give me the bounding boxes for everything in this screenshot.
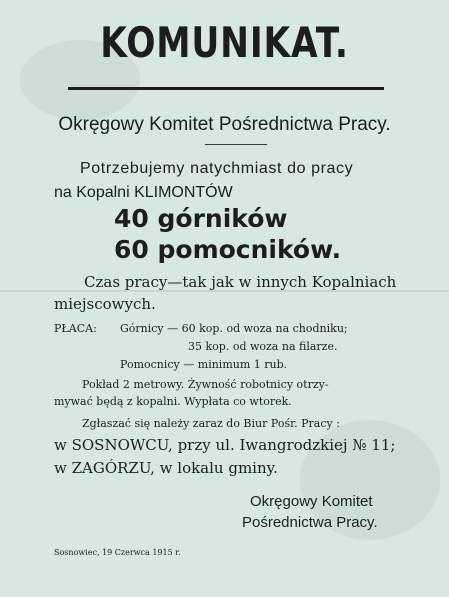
intro-line-1: Potrzebujemy natychmiast do pracy xyxy=(80,160,354,177)
date-line: Sosnowiec, 19 Czerwca 1915 r. xyxy=(54,548,181,557)
pay-label: PŁACA: xyxy=(54,322,97,335)
address-zagorze: w ZAGÓRZU, w lokalu gminy. xyxy=(54,459,278,477)
work-time-line-2: miejscowych. xyxy=(54,295,156,313)
issuer-heading: Okręgowy Komitet Pośrednictwa Pracy. xyxy=(58,114,391,135)
miners-needed: 40 górników xyxy=(114,204,288,233)
pay-line-3: Pomocnicy — minimum 1 rub. xyxy=(120,358,288,371)
pay-line-1: Górnicy — 60 kop. od woza na chodniku; xyxy=(120,322,348,335)
seam-line-2: mywać będą z kopalni. Wypłata co wtorek. xyxy=(54,395,292,408)
seam-line-1: Pokład 2 metrowy. Żywność robotnicy otrzy- xyxy=(82,378,329,391)
heading-divider xyxy=(205,144,267,145)
address-sosnowiec: w SOSNOWCU, przy ul. Iwangrodzkiej № 11; xyxy=(54,436,396,454)
poster-title: KOMUNIKAT. xyxy=(100,18,349,67)
title-underline xyxy=(68,87,384,90)
work-time-line-1: Czas pracy—tak jak w innych Kopalniach xyxy=(84,273,397,291)
report-instruction: Zgłaszać się należy zaraz do Biur Pośr. Pracy : xyxy=(82,417,340,430)
pay-line-2: 35 kop. od woza na filarze. xyxy=(188,340,338,353)
signature-line-2: Pośrednictwa Pracy. xyxy=(242,514,378,531)
signature-line-1: Okręgowy Komitet xyxy=(250,493,373,510)
helpers-needed: 60 pomocników. xyxy=(114,235,342,264)
intro-line-2: na Kopalni KLIMONTÓW xyxy=(54,184,233,201)
